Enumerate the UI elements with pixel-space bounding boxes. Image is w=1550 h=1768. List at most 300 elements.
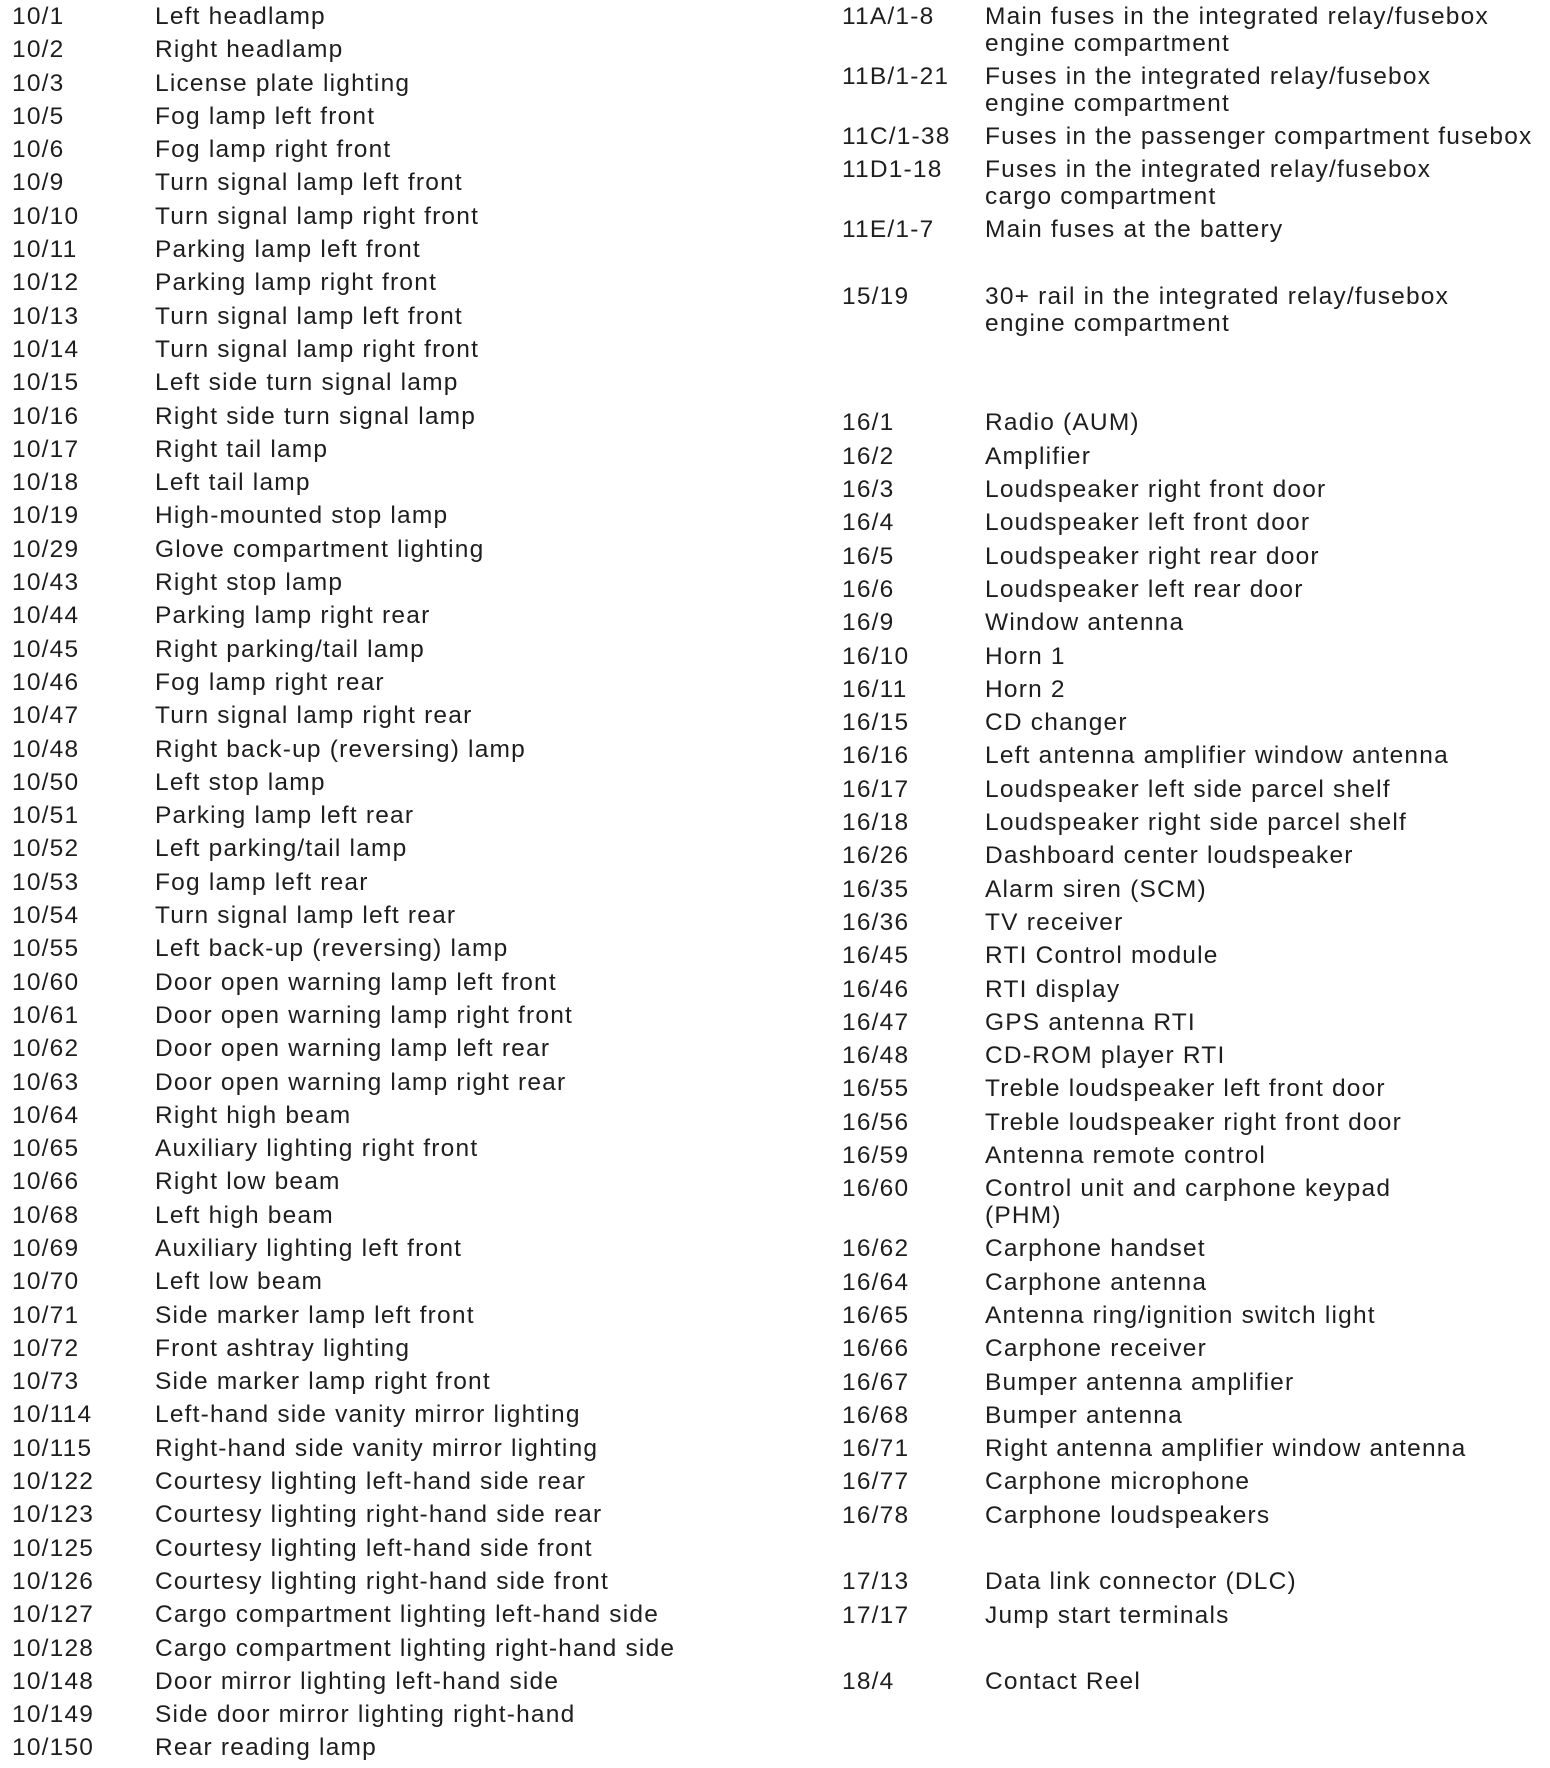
component-description bbox=[985, 1668, 1542, 1701]
component-code: 10/19 bbox=[12, 502, 80, 530]
component-code: 16/71 bbox=[842, 1435, 910, 1463]
component-description: Side marker lamp right front bbox=[155, 1368, 491, 1396]
component-description: Fog lamp right front bbox=[155, 136, 392, 164]
list-item bbox=[12, 736, 772, 769]
list-item bbox=[12, 1168, 772, 1201]
list-item bbox=[842, 709, 1542, 742]
component-description: Door open warning lamp left front bbox=[155, 968, 557, 996]
component-description bbox=[985, 1602, 1542, 1635]
list-item bbox=[842, 942, 1542, 975]
description-line: (PHM) bbox=[985, 1202, 1062, 1230]
component-code: 15/19 bbox=[842, 282, 910, 310]
component-description: Left back-up (reversing) lamp bbox=[155, 935, 509, 963]
component-description: Left side turn signal lamp bbox=[155, 369, 459, 397]
component-description: Right side turn signal lamp bbox=[155, 402, 477, 430]
list-item bbox=[842, 1602, 1542, 1635]
component-code: 18/4 bbox=[842, 1668, 895, 1696]
description-line: Alarm siren (SCM) bbox=[985, 875, 1207, 903]
component-code: 10/18 bbox=[12, 469, 80, 497]
component-code: 10/69 bbox=[12, 1234, 80, 1262]
component-description bbox=[985, 1009, 1542, 1042]
component-code: 16/67 bbox=[842, 1368, 910, 1396]
component-code: 16/60 bbox=[842, 1175, 910, 1203]
component-description bbox=[985, 609, 1542, 642]
component-description: Auxiliary lighting left front bbox=[155, 1234, 463, 1262]
list-item bbox=[842, 123, 1542, 156]
list-item bbox=[842, 676, 1542, 709]
component-code: 10/126 bbox=[12, 1567, 95, 1595]
component-description bbox=[985, 776, 1542, 809]
description-line: Fuses in the integrated relay/fusebox bbox=[985, 156, 1432, 184]
list-item bbox=[12, 3, 772, 36]
list-item bbox=[842, 809, 1542, 842]
list-item bbox=[12, 1135, 772, 1168]
list-item bbox=[12, 569, 772, 602]
component-code: 10/51 bbox=[12, 802, 80, 830]
list-item bbox=[842, 1468, 1542, 1501]
component-code: 10/62 bbox=[12, 1035, 80, 1063]
component-code: 16/18 bbox=[842, 809, 910, 837]
component-description: Side door mirror lighting right-hand bbox=[155, 1701, 576, 1729]
component-description bbox=[985, 876, 1542, 909]
component-code: 10/54 bbox=[12, 902, 80, 930]
component-code: 16/45 bbox=[842, 942, 910, 970]
component-code: 10/11 bbox=[12, 236, 78, 264]
list-item bbox=[12, 1302, 772, 1335]
component-code: 10/73 bbox=[12, 1368, 80, 1396]
description-line: Carphone handset bbox=[985, 1235, 1206, 1263]
component-description: Door open warning lamp right rear bbox=[155, 1068, 567, 1096]
description-line: CD changer bbox=[985, 709, 1128, 737]
list-item bbox=[12, 702, 772, 735]
group-spacer bbox=[842, 343, 1542, 376]
component-description: Door open warning lamp left rear bbox=[155, 1035, 551, 1063]
list-item bbox=[12, 869, 772, 902]
description-line: Antenna ring/ignition switch light bbox=[985, 1301, 1376, 1329]
component-code: 10/3 bbox=[12, 69, 65, 97]
component-code: 10/127 bbox=[12, 1601, 95, 1629]
component-description: Turn signal lamp right rear bbox=[155, 702, 473, 730]
component-code: 16/46 bbox=[842, 975, 910, 1003]
list-item bbox=[12, 1002, 772, 1035]
component-description bbox=[985, 976, 1542, 1009]
list-item bbox=[12, 1235, 772, 1268]
group-spacer bbox=[842, 1535, 1542, 1568]
component-code: 10/5 bbox=[12, 102, 65, 130]
description-line: Fuses in the integrated relay/fusebox bbox=[985, 63, 1432, 90]
component-code: 10/43 bbox=[12, 569, 80, 597]
list-item bbox=[842, 3, 1542, 63]
component-description: License plate lighting bbox=[155, 69, 411, 97]
list-item bbox=[12, 1468, 772, 1501]
list-item bbox=[12, 269, 772, 302]
component-code: 10/61 bbox=[12, 1001, 80, 1029]
component-code: 16/48 bbox=[842, 1042, 910, 1070]
component-code: 16/66 bbox=[842, 1335, 910, 1363]
list-item bbox=[842, 1142, 1542, 1175]
component-code: 10/53 bbox=[12, 868, 80, 896]
component-description bbox=[985, 1435, 1542, 1468]
component-description bbox=[985, 643, 1542, 676]
list-item bbox=[842, 216, 1542, 249]
component-description: Fog lamp left front bbox=[155, 102, 376, 130]
component-code: 10/45 bbox=[12, 635, 80, 663]
component-description bbox=[985, 1568, 1542, 1601]
list-item bbox=[842, 1175, 1542, 1235]
list-item bbox=[12, 136, 772, 169]
description-line: CD-ROM player RTI bbox=[985, 1042, 1226, 1070]
description-line: Amplifier bbox=[985, 442, 1092, 470]
list-item bbox=[12, 1568, 772, 1601]
list-item bbox=[842, 509, 1542, 542]
list-item bbox=[12, 1734, 772, 1767]
component-description: Left high beam bbox=[155, 1201, 334, 1229]
description-line: Carphone microphone bbox=[985, 1468, 1251, 1496]
component-code: 10/122 bbox=[12, 1468, 95, 1496]
component-description bbox=[985, 742, 1542, 775]
description-line: Treble loudspeaker left front door bbox=[985, 1075, 1386, 1103]
component-code: 10/63 bbox=[12, 1068, 80, 1096]
description-line: Carphone receiver bbox=[985, 1335, 1207, 1363]
list-item bbox=[842, 409, 1542, 442]
component-description: Right stop lamp bbox=[155, 569, 344, 597]
description-line: Loudspeaker left front door bbox=[985, 509, 1311, 537]
component-description bbox=[985, 909, 1542, 942]
list-item bbox=[842, 1042, 1542, 1075]
description-line: Bumper antenna bbox=[985, 1401, 1183, 1429]
component-description bbox=[985, 1369, 1542, 1402]
component-description bbox=[985, 576, 1542, 609]
list-item bbox=[842, 63, 1542, 123]
list-item bbox=[12, 436, 772, 469]
component-description bbox=[985, 476, 1542, 509]
description-line: RTI Control module bbox=[985, 942, 1219, 970]
component-description: Auxiliary lighting right front bbox=[155, 1135, 479, 1163]
list-item bbox=[12, 70, 772, 103]
component-description bbox=[985, 1402, 1542, 1435]
component-description: Courtesy lighting right-hand side front bbox=[155, 1567, 609, 1595]
component-code: 10/12 bbox=[12, 269, 80, 297]
list-item bbox=[12, 1535, 772, 1568]
component-code: 16/9 bbox=[842, 609, 895, 637]
component-code: 10/17 bbox=[12, 435, 80, 463]
list-item bbox=[842, 476, 1542, 509]
component-code: 16/64 bbox=[842, 1268, 910, 1296]
description-line: RTI display bbox=[985, 975, 1121, 1003]
list-item bbox=[842, 1568, 1542, 1601]
list-item bbox=[12, 536, 772, 569]
component-code: 10/1 bbox=[12, 3, 65, 30]
component-code: 16/56 bbox=[842, 1108, 910, 1136]
component-description bbox=[985, 3, 1542, 63]
component-description: Turn signal lamp left front bbox=[155, 302, 463, 330]
component-code: 16/2 bbox=[842, 442, 895, 470]
component-code: 16/55 bbox=[842, 1075, 910, 1103]
list-item bbox=[12, 636, 772, 669]
component-code: 16/26 bbox=[842, 842, 910, 870]
component-description bbox=[985, 1109, 1542, 1142]
description-line: Main fuses in the integrated relay/fusebox bbox=[985, 3, 1489, 30]
component-code: 17/13 bbox=[842, 1568, 910, 1596]
list-item bbox=[842, 1369, 1542, 1402]
component-code: 16/36 bbox=[842, 908, 910, 936]
list-item bbox=[842, 909, 1542, 942]
component-description: Right headlamp bbox=[155, 36, 344, 64]
component-code: 10/72 bbox=[12, 1334, 80, 1362]
component-code: 16/65 bbox=[842, 1301, 910, 1329]
list-item bbox=[842, 1075, 1542, 1108]
list-item bbox=[12, 1601, 772, 1634]
component-description: Left stop lamp bbox=[155, 768, 326, 796]
component-code: 10/70 bbox=[12, 1268, 80, 1296]
list-item bbox=[842, 842, 1542, 875]
list-item bbox=[842, 1335, 1542, 1368]
component-code: 16/17 bbox=[842, 775, 910, 803]
component-description: Cargo compartment lighting right-hand side bbox=[155, 1634, 676, 1662]
list-item bbox=[12, 1368, 772, 1401]
list-item bbox=[12, 769, 772, 802]
component-code: 16/35 bbox=[842, 875, 910, 903]
description-line: engine compartment bbox=[985, 309, 1230, 337]
description-line: Jump start terminals bbox=[985, 1601, 1230, 1629]
component-description: Left headlamp bbox=[155, 3, 326, 30]
description-line: Loudspeaker left side parcel shelf bbox=[985, 775, 1391, 803]
component-code: 10/71 bbox=[12, 1301, 80, 1329]
list-item bbox=[12, 103, 772, 136]
component-code: 10/115 bbox=[12, 1434, 93, 1462]
component-code: 10/29 bbox=[12, 535, 80, 563]
component-description bbox=[985, 676, 1542, 709]
list-item bbox=[12, 1268, 772, 1301]
component-description: Left-hand side vanity mirror lighting bbox=[155, 1401, 581, 1429]
description-line: Loudspeaker right side parcel shelf bbox=[985, 809, 1407, 837]
list-item bbox=[842, 1502, 1542, 1535]
list-item bbox=[842, 1009, 1542, 1042]
component-description bbox=[985, 123, 1542, 156]
list-item bbox=[12, 1501, 772, 1534]
component-code: 11C/1-38 bbox=[842, 123, 951, 150]
description-line: Loudspeaker right front door bbox=[985, 476, 1327, 504]
description-line: Fuses in the passenger compartment fusebox bbox=[985, 123, 1533, 150]
component-code: 16/59 bbox=[842, 1142, 910, 1170]
component-description bbox=[985, 1042, 1542, 1075]
description-line: Loudspeaker right rear door bbox=[985, 542, 1320, 570]
list-item bbox=[12, 403, 772, 436]
component-description bbox=[985, 1335, 1542, 1368]
component-description: Parking lamp right rear bbox=[155, 602, 431, 630]
component-description: Fog lamp right rear bbox=[155, 668, 385, 696]
component-description: Right back-up (reversing) lamp bbox=[155, 735, 526, 763]
component-description: Parking lamp right front bbox=[155, 269, 438, 297]
component-description bbox=[985, 1302, 1542, 1335]
component-code: 10/15 bbox=[12, 369, 80, 397]
list-item bbox=[12, 902, 772, 935]
description-line: Carphone antenna bbox=[985, 1268, 1208, 1296]
component-description bbox=[985, 1468, 1542, 1501]
component-code: 16/15 bbox=[842, 709, 910, 737]
left-component-list bbox=[12, 3, 772, 1768]
list-item bbox=[12, 36, 772, 69]
component-description: Parking lamp left front bbox=[155, 236, 421, 264]
description-line: Carphone loudspeakers bbox=[985, 1501, 1271, 1529]
component-description: Turn signal lamp left rear bbox=[155, 902, 457, 930]
component-description bbox=[985, 1142, 1542, 1175]
description-line: Control unit and carphone keypad bbox=[985, 1175, 1392, 1203]
component-description bbox=[985, 1075, 1542, 1108]
component-code: 16/1 bbox=[842, 409, 895, 437]
component-description: Turn signal lamp right front bbox=[155, 335, 480, 363]
description-line: Horn 1 bbox=[985, 642, 1066, 670]
list-item bbox=[12, 502, 772, 535]
component-description: Courtesy lighting left-hand side rear bbox=[155, 1468, 587, 1496]
list-item bbox=[12, 369, 772, 402]
description-line: Left antenna amplifier window antenna bbox=[985, 742, 1449, 770]
component-code: 10/2 bbox=[12, 36, 65, 64]
list-item bbox=[12, 1202, 772, 1235]
component-code: 10/125 bbox=[12, 1534, 95, 1562]
component-code: 16/47 bbox=[842, 1008, 910, 1036]
list-item bbox=[842, 643, 1542, 676]
component-description: High-mounted stop lamp bbox=[155, 502, 449, 530]
component-code: 10/48 bbox=[12, 735, 80, 763]
component-description: Turn signal lamp right front bbox=[155, 202, 480, 230]
component-code: 10/68 bbox=[12, 1201, 80, 1229]
list-item bbox=[12, 1069, 772, 1102]
component-code: 10/150 bbox=[12, 1734, 95, 1762]
component-description bbox=[985, 156, 1542, 216]
list-item bbox=[842, 1302, 1542, 1335]
description-line: Antenna remote control bbox=[985, 1142, 1267, 1170]
component-code: 10/114 bbox=[12, 1401, 93, 1429]
component-code: 10/44 bbox=[12, 602, 80, 630]
component-description: Right-hand side vanity mirror lighting bbox=[155, 1434, 599, 1462]
component-description bbox=[985, 1235, 1542, 1268]
list-item bbox=[842, 1109, 1542, 1142]
list-item bbox=[12, 1401, 772, 1434]
description-line: GPS antenna RTI bbox=[985, 1008, 1196, 1036]
list-item bbox=[12, 203, 772, 236]
description-line: 30+ rail in the integrated relay/fusebox bbox=[985, 282, 1450, 310]
list-item bbox=[12, 969, 772, 1002]
component-code: 11D1-18 bbox=[842, 156, 943, 184]
component-description bbox=[985, 63, 1542, 123]
description-line: Horn 2 bbox=[985, 675, 1066, 703]
component-description bbox=[985, 1175, 1542, 1235]
component-code: 10/148 bbox=[12, 1667, 95, 1695]
description-line: Loudspeaker left rear door bbox=[985, 575, 1304, 603]
component-description: Door mirror lighting left-hand side bbox=[155, 1667, 560, 1695]
list-item bbox=[842, 1235, 1542, 1268]
component-description: Side marker lamp left front bbox=[155, 1301, 475, 1329]
component-description bbox=[985, 942, 1542, 975]
component-code: 10/149 bbox=[12, 1701, 95, 1729]
component-description: Courtesy lighting left-hand side front bbox=[155, 1534, 593, 1562]
component-description bbox=[985, 809, 1542, 842]
component-description: Right parking/tail lamp bbox=[155, 635, 425, 663]
description-line: Right antenna amplifier window antenna bbox=[985, 1435, 1467, 1463]
component-code: 10/66 bbox=[12, 1168, 80, 1196]
component-code: 16/77 bbox=[842, 1468, 910, 1496]
component-code: 16/62 bbox=[842, 1235, 910, 1263]
component-description: Glove compartment lighting bbox=[155, 535, 485, 563]
component-code: 10/60 bbox=[12, 968, 80, 996]
component-code: 16/6 bbox=[842, 575, 895, 603]
component-code: 10/64 bbox=[12, 1101, 80, 1129]
component-code: 10/123 bbox=[12, 1501, 95, 1529]
component-description: Right high beam bbox=[155, 1101, 352, 1129]
component-description: Front ashtray lighting bbox=[155, 1334, 411, 1362]
component-description: Fog lamp left rear bbox=[155, 868, 369, 896]
list-item bbox=[12, 303, 772, 336]
component-description: Turn signal lamp left front bbox=[155, 169, 463, 197]
component-description bbox=[985, 443, 1542, 476]
component-code: 16/4 bbox=[842, 509, 895, 537]
component-code: 11A/1-8 bbox=[842, 3, 935, 30]
right-component-list bbox=[842, 3, 1542, 1701]
component-description: Parking lamp left rear bbox=[155, 802, 415, 830]
component-code: 16/3 bbox=[842, 476, 895, 504]
component-code: 16/68 bbox=[842, 1401, 910, 1429]
list-item bbox=[12, 1701, 772, 1734]
component-description bbox=[985, 216, 1542, 249]
component-description bbox=[985, 543, 1542, 576]
list-item bbox=[842, 156, 1542, 216]
component-description: Courtesy lighting right-hand side rear bbox=[155, 1501, 603, 1529]
component-code: 10/10 bbox=[12, 202, 80, 230]
component-code: 10/9 bbox=[12, 169, 65, 197]
component-description bbox=[985, 283, 1542, 343]
group-spacer bbox=[842, 1635, 1542, 1668]
component-code: 16/11 bbox=[842, 675, 908, 703]
component-code: 11E/1-7 bbox=[842, 216, 935, 244]
component-code: 16/10 bbox=[842, 642, 910, 670]
description-line: engine compartment bbox=[985, 90, 1230, 117]
component-code: 10/13 bbox=[12, 302, 80, 330]
list-item bbox=[12, 1435, 772, 1468]
list-item bbox=[12, 336, 772, 369]
component-code: 10/16 bbox=[12, 402, 80, 430]
description-line: Window antenna bbox=[985, 609, 1185, 637]
list-item bbox=[842, 1668, 1542, 1701]
component-description: Left parking/tail lamp bbox=[155, 835, 408, 863]
component-code: 17/17 bbox=[842, 1601, 910, 1629]
group-spacer bbox=[842, 376, 1542, 409]
component-description bbox=[985, 509, 1542, 542]
list-item bbox=[12, 802, 772, 835]
component-description: Left tail lamp bbox=[155, 469, 311, 497]
description-line: Treble loudspeaker right front door bbox=[985, 1108, 1402, 1136]
description-line: TV receiver bbox=[985, 908, 1124, 936]
component-description: Cargo compartment lighting left-hand side bbox=[155, 1601, 660, 1629]
list-item bbox=[842, 976, 1542, 1009]
list-item bbox=[842, 576, 1542, 609]
list-item bbox=[842, 1269, 1542, 1302]
component-code: 11B/1-21 bbox=[842, 63, 950, 90]
component-code: 10/14 bbox=[12, 335, 80, 363]
description-line: Data link connector (DLC) bbox=[985, 1568, 1297, 1596]
description-line: cargo compartment bbox=[985, 183, 1217, 211]
description-line: Bumper antenna amplifier bbox=[985, 1368, 1295, 1396]
list-item bbox=[842, 776, 1542, 809]
list-item bbox=[12, 835, 772, 868]
component-code: 10/47 bbox=[12, 702, 80, 730]
list-item bbox=[842, 283, 1542, 343]
list-item bbox=[12, 469, 772, 502]
list-item bbox=[12, 1635, 772, 1668]
list-item bbox=[12, 602, 772, 635]
component-description bbox=[985, 842, 1542, 875]
component-code: 10/55 bbox=[12, 935, 80, 963]
